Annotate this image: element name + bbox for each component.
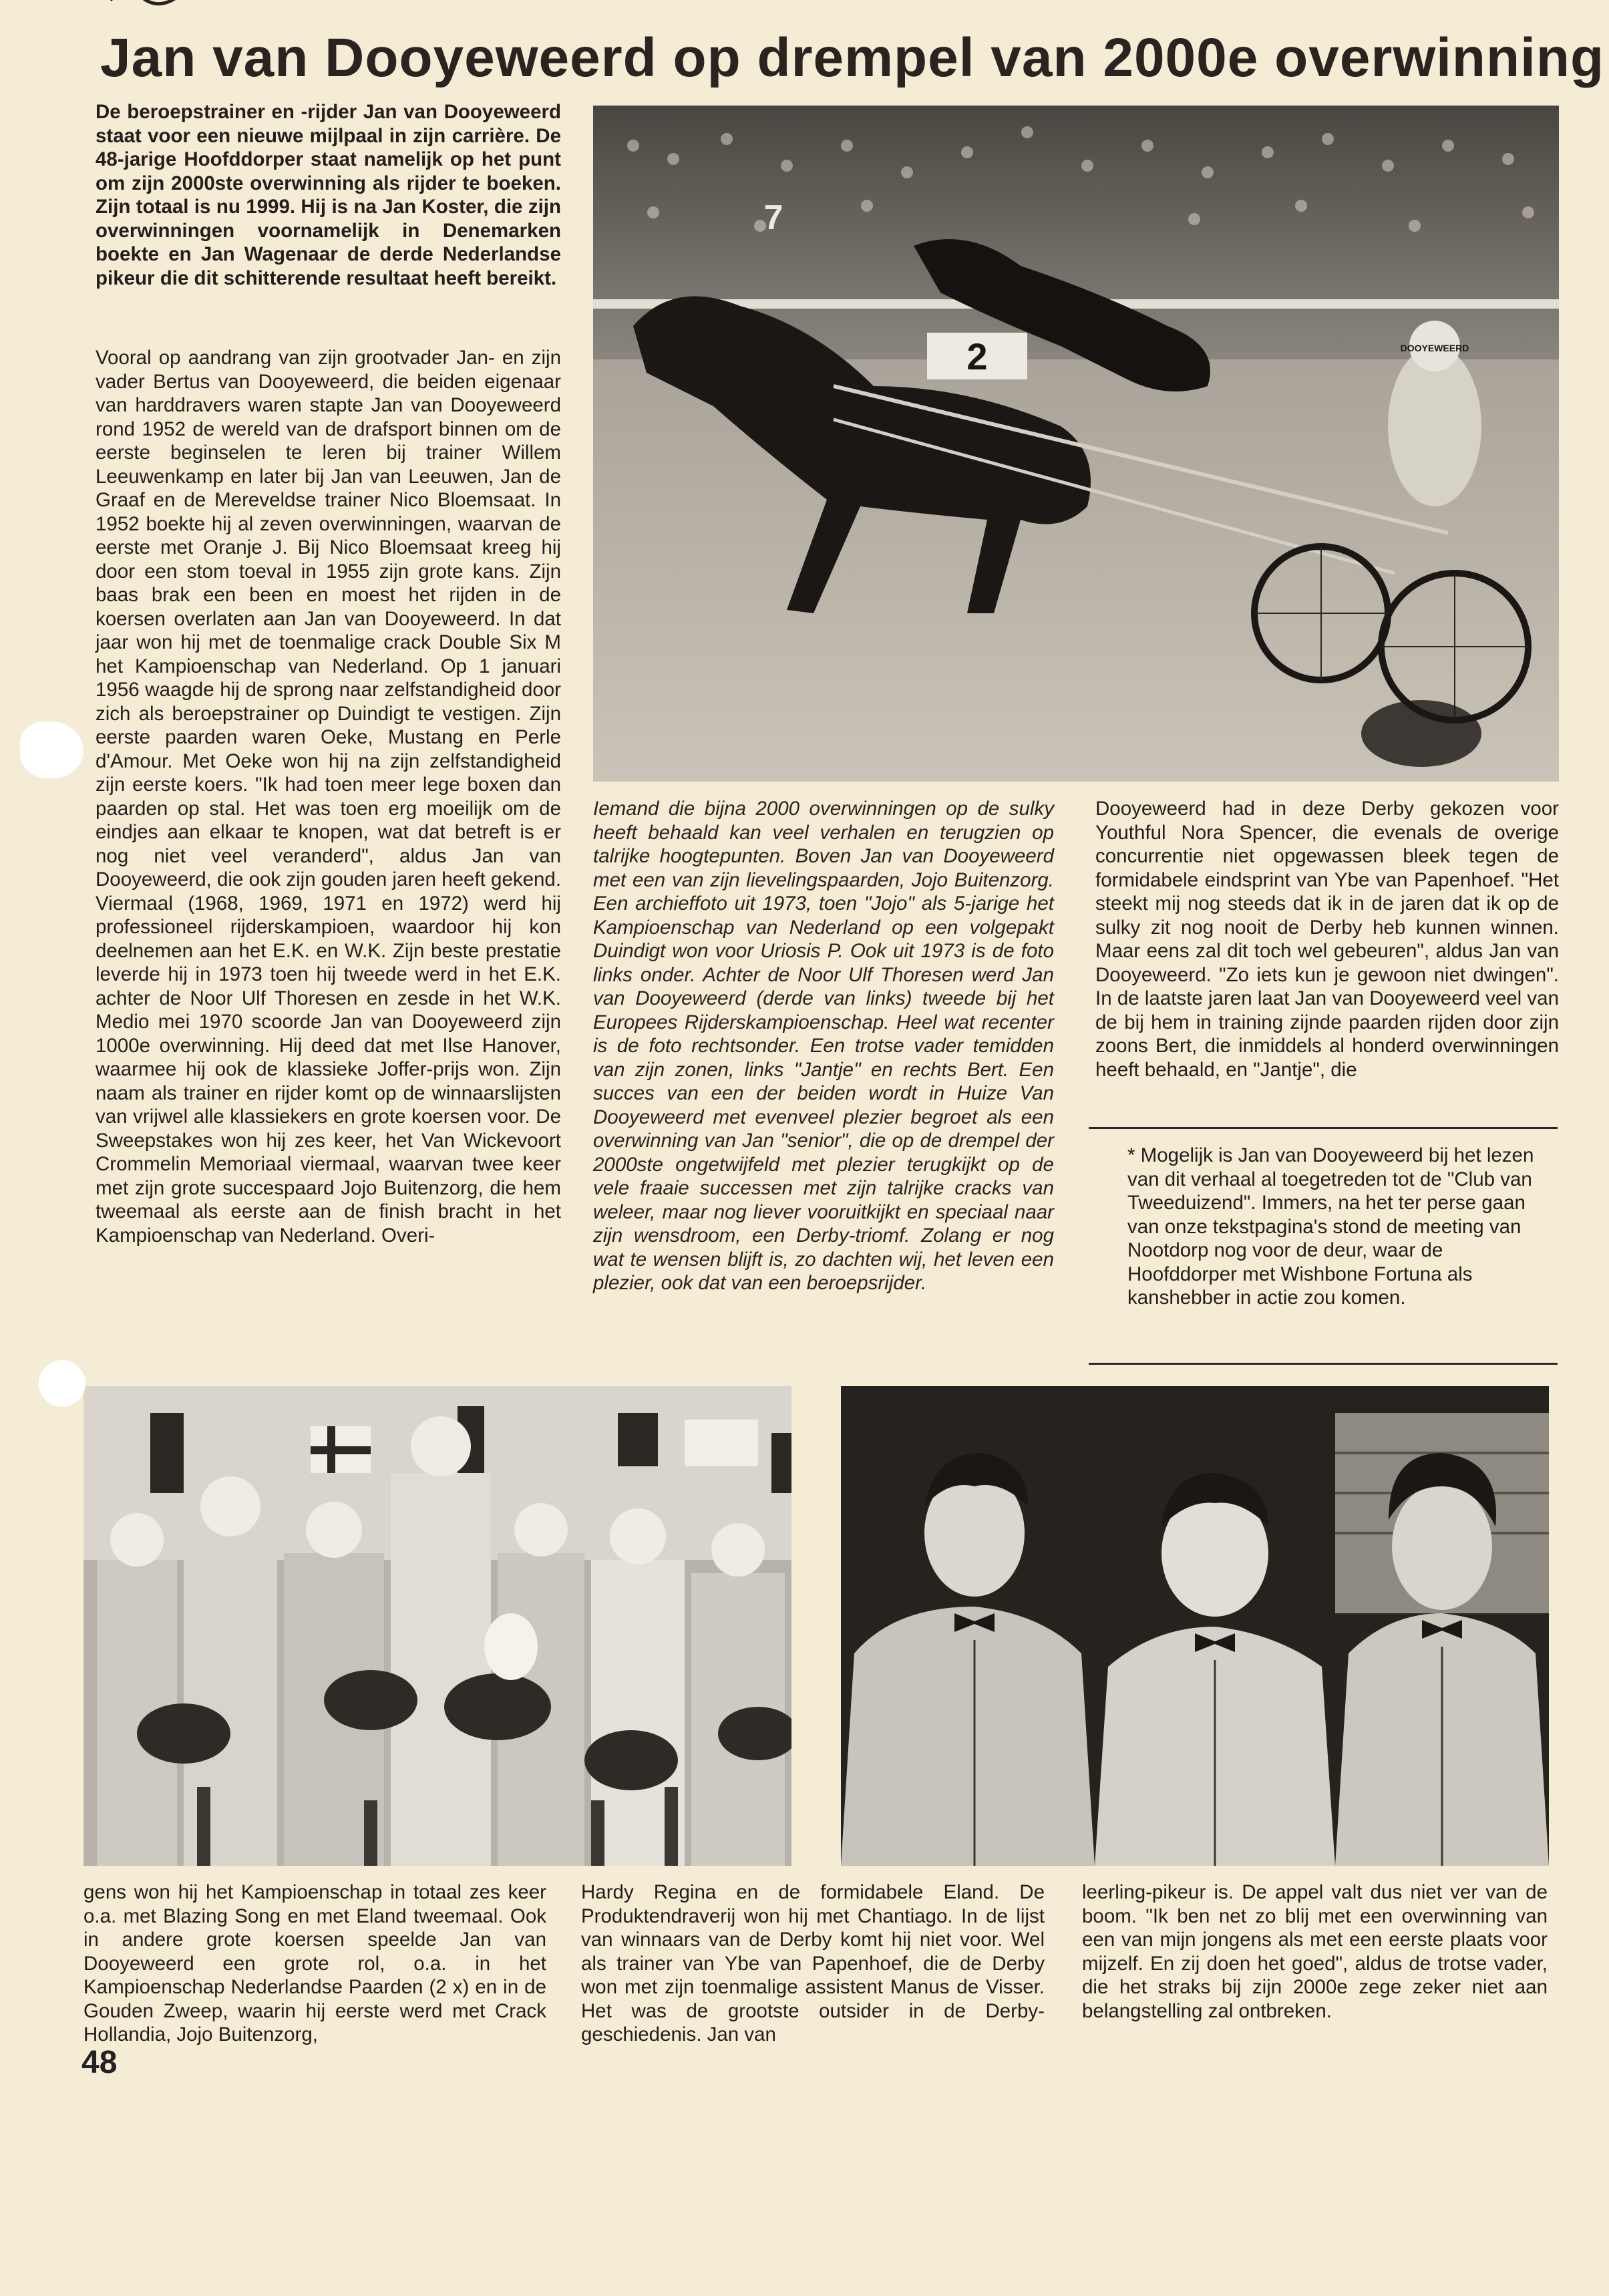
bottom-column-2: Hardy Regina en de formidabele Eland. De Produktendraverij won hij met Chantiago. In de lijst van winnaars van de Derby komt hij niet voor. Wel als trainer van Ybe van Papenhoef, die de Derby won met zijn toenmalige assistent Manus de Visser. Het was de grootste outsider in de Derby-geschiedenis. Jan van bbox=[581, 1881, 1045, 2045]
race-number: 7 bbox=[763, 198, 783, 237]
bottom-column-3: leerling-pikeur is. De appel valt dus niet ver van de boom. "Ik ben net zo blij met een overwinning van een van mijn jongens als met een eerste plaats voor mijzelf. En zij doen het goed", aldus de trotse vader, die het straks bij zijn 2000e zege zeker niet aan belangstelling zal ontbreken. bbox=[1082, 1881, 1548, 2022]
footnote-rule-top bbox=[1089, 1127, 1558, 1129]
binder-hole-bottom bbox=[39, 1360, 85, 1407]
lead-paragraph: De beroepstrainer en -rijder Jan van Dooyeweerd staat voor een nieuwe mijlpaal in zijn carrière. De 48-jarige Hoofddorper staat namelijk op het punt om zijn 2000ste overwinning als rijder te boeken. Zijn totaal is nu 1999. Hij is na Jan Koster, die zijn overwinningen voornamelijk in Denemarken boekte en Jan Wagenaar de derde Nederlandse pikeur die dit schitterende resultaat heeft bereikt. bbox=[96, 101, 561, 289]
footnote: * Mogelijk is Jan van Dooyeweerd bij het lezen van dit verhaal al toegetreden tot de "Club van Tweeduizend". Immers, na het ter perse gaan van onze tekstpagina's stond de meeting van Nootdorp nog voor de deur, waar de Hoofddorper met Wishbone Fortuna als kanshebber in actie zou komen. bbox=[1127, 1144, 1534, 1309]
family-photo bbox=[841, 1386, 1549, 1866]
body-column-3: Dooyeweerd had in deze Derby gekozen voor Youthful Nora Spencer, die evenals de overige concurrentie niet opgewassen bleek tegen de formidabele eindsprint van Ybe van Papenhoef. "Het steekt mij nog steeds dat ik in de jaren dat ik op de sulky zit nog nooit de Derby heb kunnen winnen. Maar eens zal dit toch wel gebeuren", aldus Jan van Dooyeweerd. "Zo iets kun je gewoon niet dwingen". In de laatste jaren laat Jan van Dooyeweerd veel van de bij hem in training zijnde paarden rijden door zijn zoons Bert, die inmiddels al honderd overwinningen heeft behaald, en "Jantje", die bbox=[1095, 798, 1559, 1081]
photo-caption: Iemand die bijna 2000 overwinningen op de sulky heeft behaald kan veel verhalen en terugzien op talrijke hoogtepunten. Boven Jan van Dooyeweerd met een van zijn lievelingspaarden, Jojo Buitenzorg. Een archieffoto uit 1973, toen "Jojo" als 5-jarige het Kampioenschap van Nederland op een volgepakt Duindigt won voor Uriosis P. Ook uit 1973 is de foto links onder. Achter de Noor Ulf Thoresen werd Jan van Dooyeweerd (derde van links) tweede bij het Europees Rijderskampioenschap. Heel wat recenter is de foto rechtsonder. Een trotse vader temidden van zijn zonen, links "Jantje" en rechts Bert. Een succes van een der beiden wordt in Huize Van Dooyeweerd met evenveel plezier begroet als een overwinning van Jan "senior", die op de drempel der 2000ste ongetwijfeld met plezier terugkijkt op de vele fraaie successen met zijn talrijke cracks van weleer, maar nog liever vooruitkijkt en speciaal naar zijn wensdroom, een Derby-triomf. Zolang er nog wat te wensen blijft is, zo dachten wij, het leven een plezier, ook dat van een beroepsrijder. bbox=[593, 798, 1054, 1294]
body-column-1: Vooral op aandrang van zijn grootvader Jan- en zijn vader Bertus van Dooyeweerd, die beiden eigenaar van harddravers waren stapte Jan van Dooyeweerd rond 1952 de wereld van de drafsport binnen om de eerste beginselen te leren bij trainer Willem Leeuwenkamp en later bij Jan van Leeuwen, Jan de Graaf en de Mereveldse trainer Nico Bloemsaat. In 1952 boekte hij al zeven overwinningen, waarvan de eerste met Oranje J. Bij Nico Bloemsaat kreeg hij door een stom toeval in 1955 zijn grote kans. Zijn baas brak een been en moest het rijden in de koersen overlaten aan Jan van Dooyeweerd. In dat jaar won hij met de toenmalige crack Double Six M het Kampioenschap van Nederland. Op 1 januari 1956 waagde hij de sprong naar zelfstandigheid door zich als beroepstrainer op Duindigt te vestigen. Zijn eerste paarden waren Oeke, Mustang en Perle d'Amour. Met Oeke won hij na zijn zelfstandigheid zijn eerste koers. "Ik had toen meer lege boxen dan paarden op stal. Het was toen erg moeilijk om de eindjes aan elkaar te knopen, wat dat betreft is er nog niet veel veranderd", aldus Jan van Dooyeweerd, die ook zijn gouden jaren heeft gekend. Viermaal (1968, 1969, 1971 en 1972) werd hij professioneel rijderskampioen, waardoor hij kon deelnemen aan het E.K. en W.K. Zijn beste prestatie leverde hij in 1973 toen hij tweede werd in het E.K. achter de Noor Ulf Thoresen en zesde in het W.K. Medio mei 1970 scoorde Jan van Dooyeweerd zijn 1000e overwinning. Hij deed dat met Ilse Hanover, waarmee hij ook de klassieke Joffer-prijs won. Zijn naam als trainer en rijder komt op de winnaarslijsten van vrijwel alle klassiekers en grote koersen voor. De Sweepstakes won hij zes keer, het Van Wickevoort Crommelin Memoriaal viermaal, waarvan twee keer met zijn grote succespaard Jojo Buitenzorg, die hem tweemaal als eerste aan de finish bracht in het Kampioenschap van Nederland. Overi- bbox=[96, 347, 562, 1247]
bottom-column-1: gens won hij het Kampioenschap in totaal zes keer o.a. met Blazing Song en met Eland tweemaal. Ook in andere grote koersen speelde Jan van Dooyeweerd een grote rol, o.a. in het Kampioenschap Nederlandse Paarden (2 x) en in de Gouden Zweep, waarin hij eerste werd met Crack Hollandia, Jojo Buitenzorg, bbox=[83, 1881, 546, 2045]
cap-text: DOOYEWEERD bbox=[1400, 343, 1469, 353]
footnote-rule-bottom bbox=[1089, 1363, 1558, 1365]
cart-number: 2 bbox=[966, 335, 988, 377]
race-photo bbox=[593, 106, 1559, 782]
article-headline: Jan van Dooyeweerd op drempel van 2000e overwinning bbox=[100, 27, 1605, 88]
handwritten-mark bbox=[107, 0, 187, 13]
page-number: 48 bbox=[81, 2045, 118, 2080]
binder-hole-top bbox=[20, 721, 83, 778]
ceremony-photo bbox=[83, 1386, 791, 1866]
